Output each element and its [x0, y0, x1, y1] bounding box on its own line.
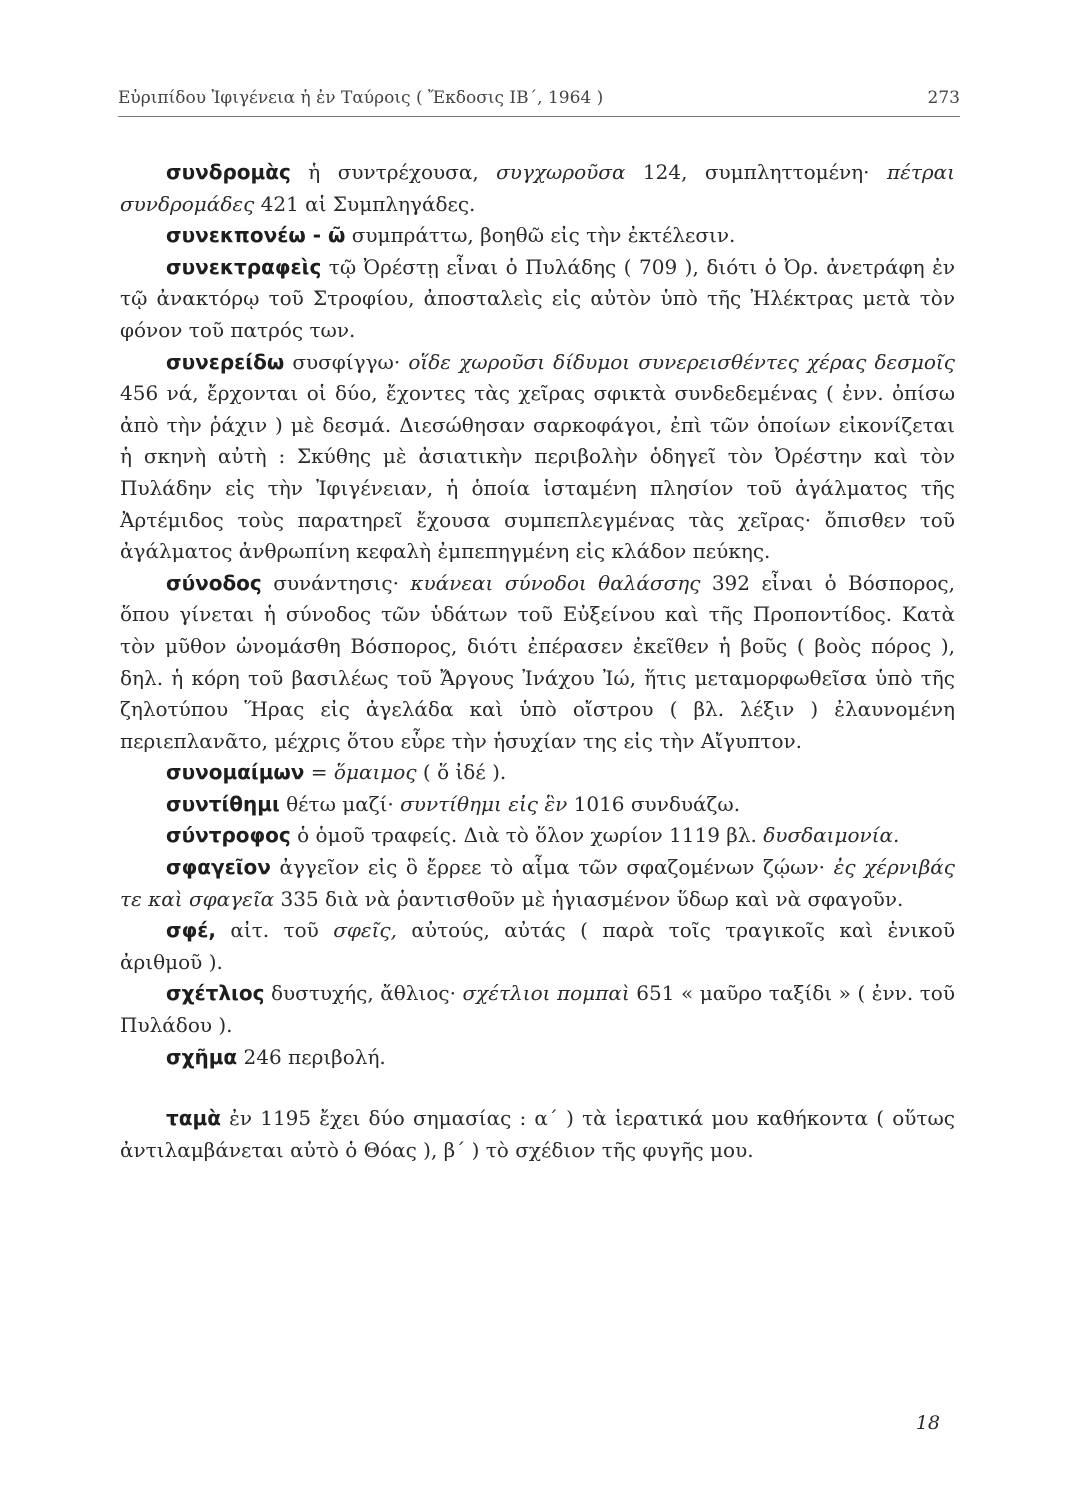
- page-number: 273: [927, 88, 960, 108]
- headword: σχέτλιος: [166, 981, 265, 1006]
- entry-text: 651 « μαῦρο ταξίδι » ( ἐνν. τοῦ Πυλάδου ).: [120, 981, 955, 1038]
- headword: σύντροφος: [166, 823, 291, 848]
- glossary-entry: [120, 157, 955, 220]
- entry-quote: συγχωροῦσα: [496, 160, 626, 184]
- entry-text: δυστυχής, ἄθλιος·: [264, 981, 463, 1006]
- glossary-entry: [120, 252, 955, 347]
- glossary-entry: [120, 820, 955, 852]
- entry-quote: συντίθημι εἰς ἓν: [400, 791, 568, 816]
- entry-text: 335 διὰ νὰ ῥαντισθοῦν μὲ ἡγιασμένον ὕδωρ καὶ νὰ σφαγοῦν.: [274, 886, 904, 911]
- glossary-entry: [120, 568, 955, 758]
- entry-text: ὁ ὁμοῦ τραφείς. Διὰ τὸ ὅλον χωρίον 1119 βλ.: [290, 823, 764, 848]
- glossary-body: [120, 157, 955, 1166]
- headword: ταμὰ: [166, 1106, 221, 1131]
- headword: σύνοδος: [166, 570, 262, 595]
- glossary-entry: [120, 220, 955, 252]
- entry-text: 1016 συνδυάζω.: [567, 791, 741, 816]
- entry-quote: ὅμαιμος: [333, 760, 417, 785]
- entry-text: 124, συμπληττομένη·: [625, 160, 887, 184]
- entry-text: θέτω μαζί·: [279, 791, 401, 816]
- running-header: [118, 88, 960, 117]
- entry-text: αὐτούς, αὐτάς ( παρὰ τοῖς τραγικοῖς καὶ ἑνικοῦ ἀριθμοῦ ).: [120, 918, 955, 974]
- headword: σφαγεῖον: [166, 855, 271, 880]
- glossary-entry: [120, 915, 955, 978]
- entry-text: 392 εἶναι ὁ Βόσπορος, ὅπου γίνεται ἡ σύνοδος τῶν ὑδάτων τοῦ Εὐξείνου καὶ τῆς Προποντίδος. Κατὰ τὸν μῦθον ὠνομάσθη Βόσπορος, διότι ἐπέρασεν ἐκεῖθεν ἡ βοῦς ( βοὸς πόρος ), δηλ. ἡ κόρη τοῦ βασιλέως τοῦ Ἄργους Ἰνάχου Ἰώ, ἥτις μεταμορφωθεῖσα ὑπὸ τῆς ζηλοτύπου Ἥρας εἰς ἀγελάδα καὶ ὑπὸ οἴστρου ( βλ. λέξιν ) ἐλαυνομένη περιεπλανᾶτο, μέχρις ὅτου εὗρε τὴν ἡσυχίαν της εἰς τὴν Αἴγυπτον.: [120, 570, 955, 753]
- entry-quote: πέτραι συνδρομάδες: [120, 160, 955, 216]
- running-title: Εὐριπίδου Ἰφιγένεια ἡ ἐν Ταύροις ( Ἔκδοσις ΙΒ΄, 1964 ): [118, 88, 604, 108]
- entry-quote: οἵδε χωροῦσι δίδυμοι συνερεισθέντες χέρας δεσμοῖς: [408, 349, 955, 374]
- entry-quote: κυάνεαι σύνοδοι θαλάσσης: [410, 570, 701, 595]
- headword: συνεκπονέω - ῶ: [166, 223, 346, 248]
- entry-text: αἰτ. τοῦ: [215, 918, 334, 943]
- headword: συνδρομὰς: [166, 160, 291, 184]
- glossary-entry: [120, 978, 955, 1041]
- glossary-entry: [120, 789, 955, 821]
- entry-text: συσφίγγω·: [284, 349, 409, 374]
- glossary-entry: [120, 347, 955, 568]
- entry-quote: δυσδαιμονία.: [763, 823, 900, 848]
- entry-text: ἐν 1195 ἔχει δύο σημασίας : α΄ ) τὰ ἱερατικά μου καθήκοντα ( οὕτως ἀντιλαμβάνεται αὐτὸ ὁ Θόας ), β΄ ) τὸ σχέδιον τῆς φυγῆς μου.: [120, 1106, 955, 1162]
- entry-quote: σφεῖς,: [333, 918, 397, 943]
- headword: σφέ,: [166, 918, 216, 943]
- headword: συνομαίμων: [166, 760, 305, 785]
- signature-mark: 18: [915, 1412, 940, 1434]
- glossary-entry: [120, 1103, 955, 1166]
- entry-text: ἀγγεῖον εἰς ὃ ἔρρεε τὸ αἷμα τῶν σφαζομένων ζῴων·: [270, 855, 834, 880]
- entry-text: ἡ συντρέχουσα,: [290, 160, 497, 184]
- entry-quote: ἐς χέρνιβάς τε καὶ σφαγεῖα: [120, 855, 956, 911]
- glossary-entry: [120, 757, 955, 789]
- entry-text: συνάντησις·: [261, 570, 411, 595]
- headword: σχῆμα: [166, 1044, 238, 1069]
- entry-text: 246 περιβολή.: [237, 1044, 386, 1069]
- entry-quote: σχέτλιοι πομπαὶ: [462, 981, 630, 1006]
- entry-text: 421 αἱ Συμπληγάδες.: [254, 191, 476, 216]
- entry-text: συμπράττω, βοηθῶ εἰς τὴν ἐκτέλεσιν.: [345, 223, 736, 248]
- entry-text: ( ὅ ἰδέ ).: [416, 760, 507, 785]
- headword: συνερείδω: [166, 349, 285, 374]
- entry-text: =: [304, 760, 334, 785]
- entry-text: τῷ Ὀρέστῃ εἶναι ὁ Πυλάδης ( 709 ), διότι ὁ Ὀρ. ἀνετράφη ἐν τῷ ἀνακτόρῳ τοῦ Στροφίου, ἀποσταλεὶς εἰς αὐτὸν ὑπὸ τῆς Ἠλέκτρας μετὰ τὸν φόνον τοῦ πατρός των.: [120, 254, 955, 342]
- glossary-entry: [120, 1042, 955, 1074]
- headword: συνεκτραφεὶς: [166, 254, 322, 279]
- entry-text: 456 νά, ἔρχονται οἱ δύο, ἔχοντες τὰς χεῖρας σφικτὰ συνδεδεμένας ( ἐνν. ὀπίσω ἀπὸ τὴν ῥάχιν ) μὲ δεσμά. Διεσώθησαν σαρκοφάγοι, ἐπὶ τῶν ὁποίων εἰκονίζεται ἡ σκηνὴ αὐτὴ : Σκύθης μὲ ἀσιατικὴν περιβολὴν ὁδηγεῖ τὸν Ὀρέστην καὶ τὸν Πυλάδην εἰς τὴν Ἰφιγένειαν, ἡ ὁποία ἱσταμένη πλησίον τοῦ ἀγάλματος τῆς Ἀρτέμιδος τοὺς παρατηρεῖ ἔχουσα συμπεπλεγμένας τὰς χεῖρας· ὄπισθεν τοῦ ἀγάλματος ἀνθρωπίνη κεφαλὴ ἐμπεπηγμένη εἰς κλάδον πεύκης.: [120, 381, 955, 564]
- headword: συντίθημι: [166, 791, 280, 816]
- glossary-entry: [120, 852, 955, 915]
